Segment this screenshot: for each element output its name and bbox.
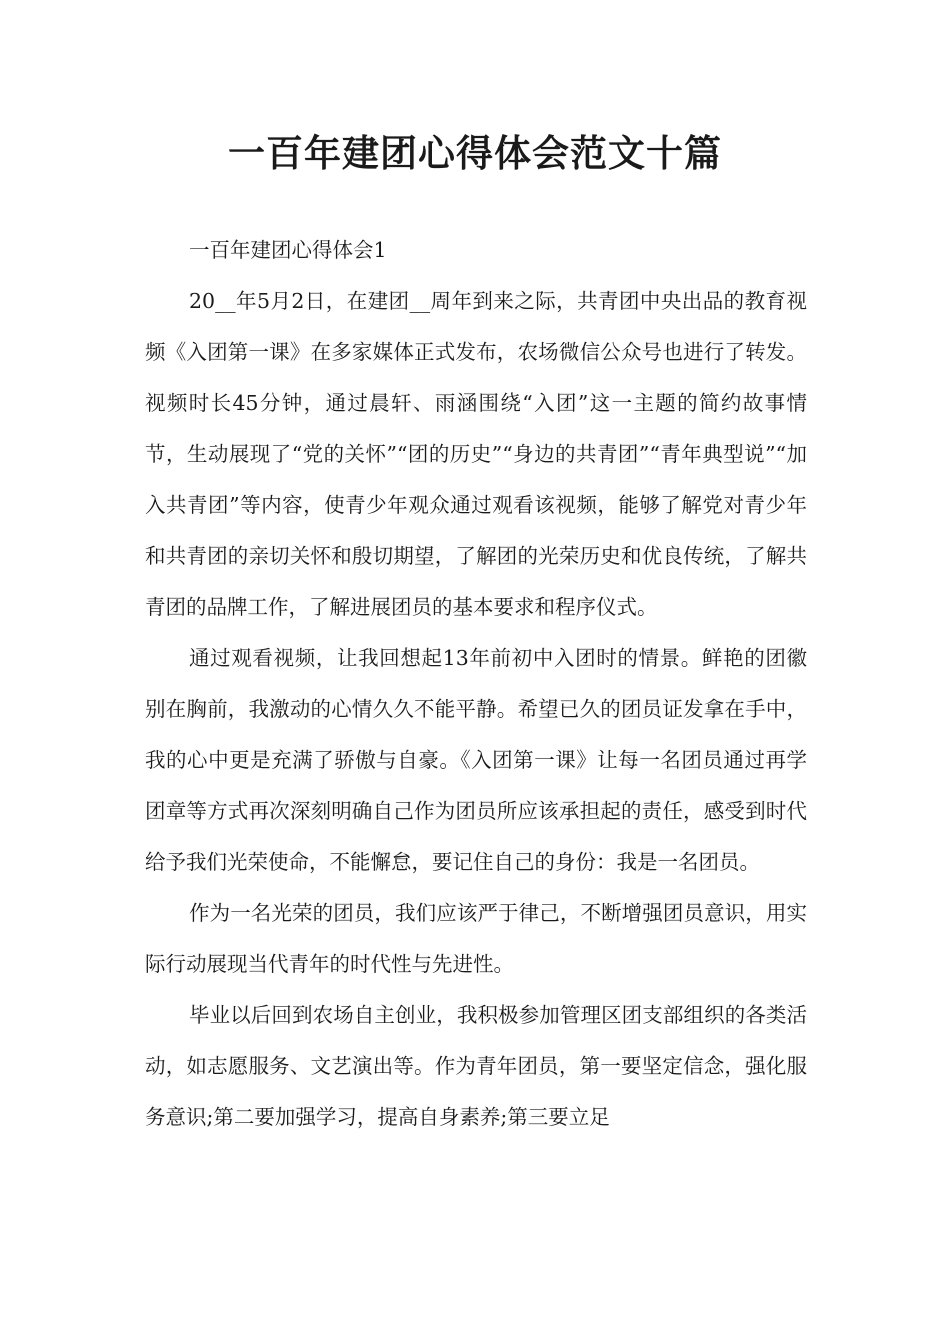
- document-title: 一百年建团心得体会范文十篇: [228, 132, 722, 175]
- document-body: [145, 225, 807, 1143]
- section-heading: 一百年建团心得体会1: [189, 238, 387, 262]
- paragraph-3: 作为一名光荣的团员，我们应该严于律己，不断增强团员意识，用实际行动展现当代青年的时代性与先进性。: [145, 901, 807, 976]
- paragraph-1: 20__年5月2日，在建团__周年到来之际，共青团中央出品的教育视频《入团第一课》在多家媒体正式发布，农场微信公众号也进行了转发。视频时长45分钟，通过晨轩、雨涵围绕“入团”这一主题的简约故事情节，生动展现了“党的关怀”“团的历史”“身边的共青团”“青年典型说”“加入共青团”等内容，使青少年观众通过观看该视频，能够了解党对青少年和共青团的亲切关怀和殷切期望，了解团的光荣历史和优良传统，了解共青团的品牌工作，了解进展团员的基本要求和程序仪式。: [145, 289, 807, 619]
- paragraph-4: 毕业以后回到农场自主创业，我积极参加管理区团支部组织的各类活动，如志愿服务、文艺演出等。作为青年团员，第一要坚定信念，强化服务意识;第二要加强学习，提高自身素养;第三要立足: [145, 1003, 807, 1129]
- paragraph-2: 通过观看视频，让我回想起13年前初中入团时的情景。鲜艳的团徽别在胸前，我激动的心情久久不能平静。希望已久的团员证发拿在手中，我的心中更是充满了骄傲与自豪。《入团第一课》让每一名团员通过再学团章等方式再次深刻明确自己作为团员所应该承担起的责任，感受到时代给予我们光荣使命，不能懈怠，要记住自己的身份：我是一名团员。: [145, 646, 807, 874]
